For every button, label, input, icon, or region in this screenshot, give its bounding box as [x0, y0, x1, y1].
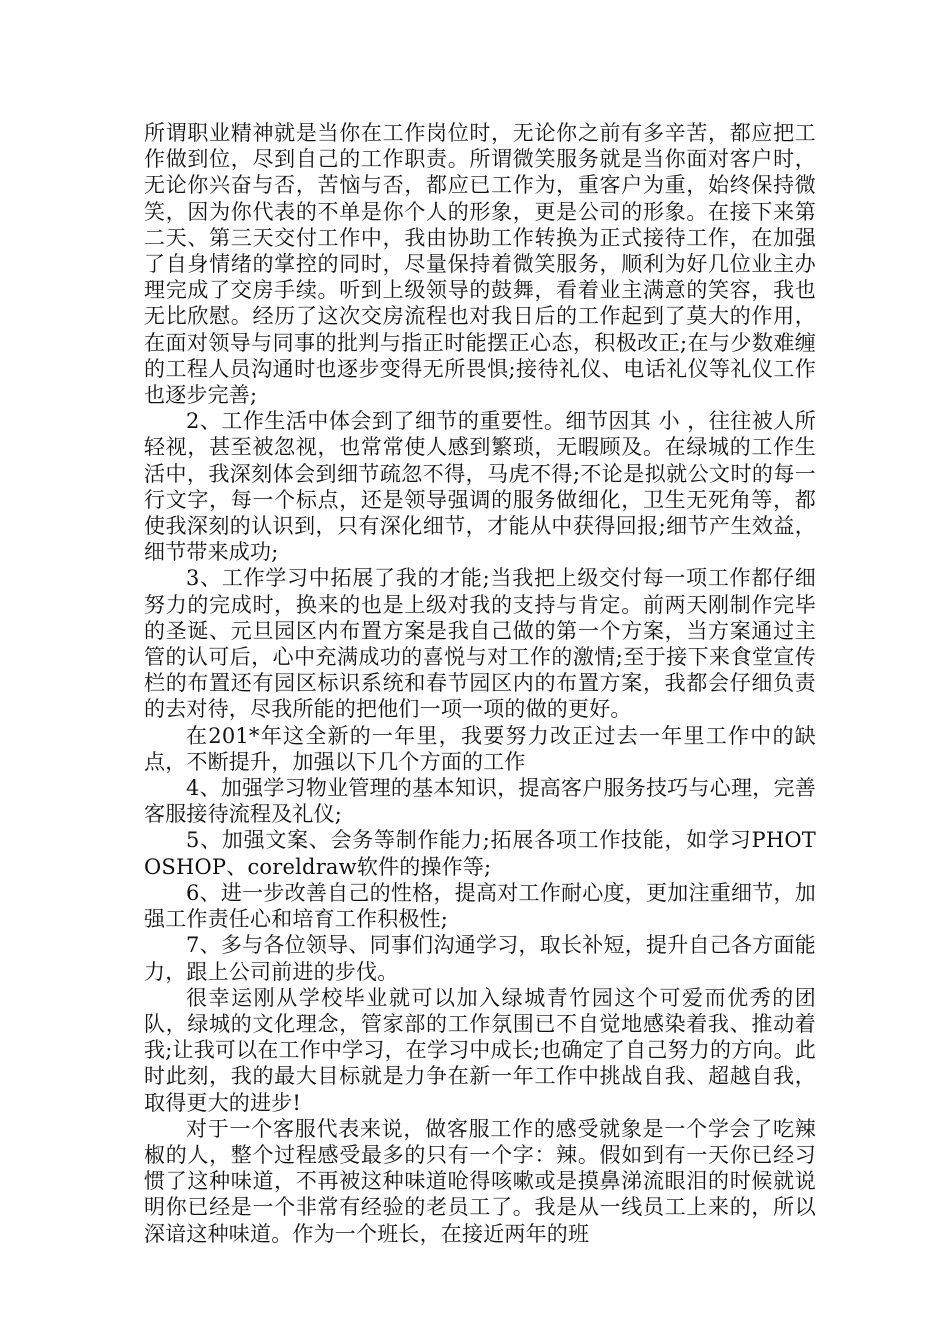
document-page — [144, 120, 816, 1247]
paragraph-5: 4、加强学习物业管理的基本知识，提高客户服务技巧与心理，完善客服接待流程及礼仪; — [144, 776, 816, 827]
paragraph-1: 所谓职业精神就是当你在工作岗位时，无论你之前有多辛苦，都应把工作做到位，尽到自己的工作职责。所谓微笑服务就是当你面对客户时，无论你兴奋与否，苦恼与否，都应已工作为，重客户为重，始终保持微笑，因为你代表的不单是你个人的形象，更是公司的形象。在接下来第二天、第三天交付工作中，我由协助工作转换为正式接待工作，在加强了自身情绪的掌控的同时，尽量保持着微笑服务，顺利为好几位业主办理完成了交房手续。听到上级领导的鼓舞，看着业主满意的笑容，我也无比欣慰。经历了这次交房流程也对我日后的工作起到了莫大的作用，在面对领导与同事的批判与指正时能摆正心态，积极改正;在与少数难缠的工程人员沟通时也逐步变得无所畏惧;接待礼仪、电话礼仪等礼仪工作也逐步完善; — [144, 121, 816, 408]
paragraph-6: 5、加强文案、会务等制作能力;拓展各项工作技能，如学习PHOTOSHOP、coreldraw软件的操作等; — [144, 828, 816, 879]
paragraph-2: 2、工作生活中体会到了细节的重要性。细节因其 小 ，往往被人所轻视，甚至被忽视，也常常使人感到繁琐，无暇顾及。在绿城的工作生活中，我深刻体会到细节疏忽不得，马虎不得;不论是拟就公文时的每一行文字，每一个标点，还是领导强调的服务做细化，卫生无死角等，都使我深刻的认识到，只有深化细节，才能从中获得回报;细节产生效益，细节带来成功; — [144, 409, 816, 565]
paragraph-3: 3、工作学习中拓展了我的才能;当我把上级交付每一项工作都仔细努力的完成时，换来的也是上级对我的支持与肯定。前两天刚制作完毕的圣诞、元旦园区内布置方案是我自己做的第一个方案，当方案通过主管的认可后，心中充满成功的喜悦与对工作的激情;至于接下来食堂宣传栏的布置还有园区标识系统和春节园区内的布置方案，我都会仔细负责的去对待，尽我所能的把他们一项一项的做的更好。 — [144, 566, 816, 722]
paragraph-4: 在201*年这全新的一年里，我要努力改正过去一年里工作中的缺点，不断提升，加强以下几个方面的工作 — [144, 723, 816, 774]
paragraph-9: 很幸运刚从学校毕业就可以加入绿城青竹园这个可爱而优秀的团队，绿城的文化理念，管家部的工作氛围已不自觉地感染着我、推动着我;让我可以在工作中学习，在学习中成长;也确定了自己努力的方向。此时此刻，我的最大目标就是力争在新一年工作中挑战自我、超越自我，取得更大的进步! — [144, 985, 816, 1115]
paragraph-7: 6、进一步改善自己的性格，提高对工作耐心度，更加注重细节，加强工作责任心和培育工作积极性; — [144, 880, 816, 932]
paragraph-10: 对于一个客服代表来说，做客服工作的感受就象是一个学会了吃辣椒的人，整个过程感受最多的只有一个字：辣。假如到有一天你已经习惯了这种味道，不再被这种味道呛得咳嗽或是摸鼻涕流眼泪的时候就说明你已经是一个非常有经验的老员工了。我是从一线员工上来的，所以深谙这种味道。作为一个班长，在接近两年的班 — [144, 1116, 816, 1246]
paragraph-8: 7、多与各位领导、同事们沟通学习，取长补短，提升自己各方面能力，跟上公司前进的步伐。 — [144, 933, 816, 984]
